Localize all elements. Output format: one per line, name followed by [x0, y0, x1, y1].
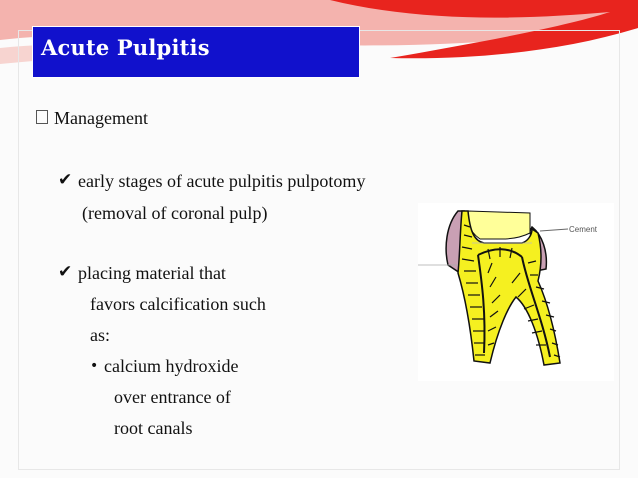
tooth-illustration [418, 203, 614, 381]
item-2-line-3: as: [90, 325, 110, 345]
bullet-dot-icon: • [90, 358, 99, 374]
item-1-line-1: early stages of acute pulpitis pulpotomy [78, 171, 366, 191]
check-icon: ✔ [58, 262, 73, 282]
cement-leader-line [540, 229, 568, 231]
item-1-line-2: (removal of coronal pulp) [82, 203, 268, 223]
crown-pulp [468, 211, 530, 239]
subitem-line-2: over entrance of [114, 387, 231, 407]
subitem-line-1: calcium hydroxide [104, 356, 239, 376]
heading-bullet-box [36, 110, 48, 124]
item-2-line-2: favors calcification such [90, 294, 266, 314]
subitem-line-3: root canals [114, 418, 193, 438]
cement-label: Cement [569, 225, 598, 234]
check-icon: ✔ [58, 170, 73, 190]
title-box [32, 26, 360, 78]
item-2-line-1: placing material that [78, 263, 226, 283]
tooth-diagram [418, 203, 614, 381]
slide-title: Acute Pulpitis [41, 35, 210, 60]
heading-management: Management [54, 108, 148, 128]
